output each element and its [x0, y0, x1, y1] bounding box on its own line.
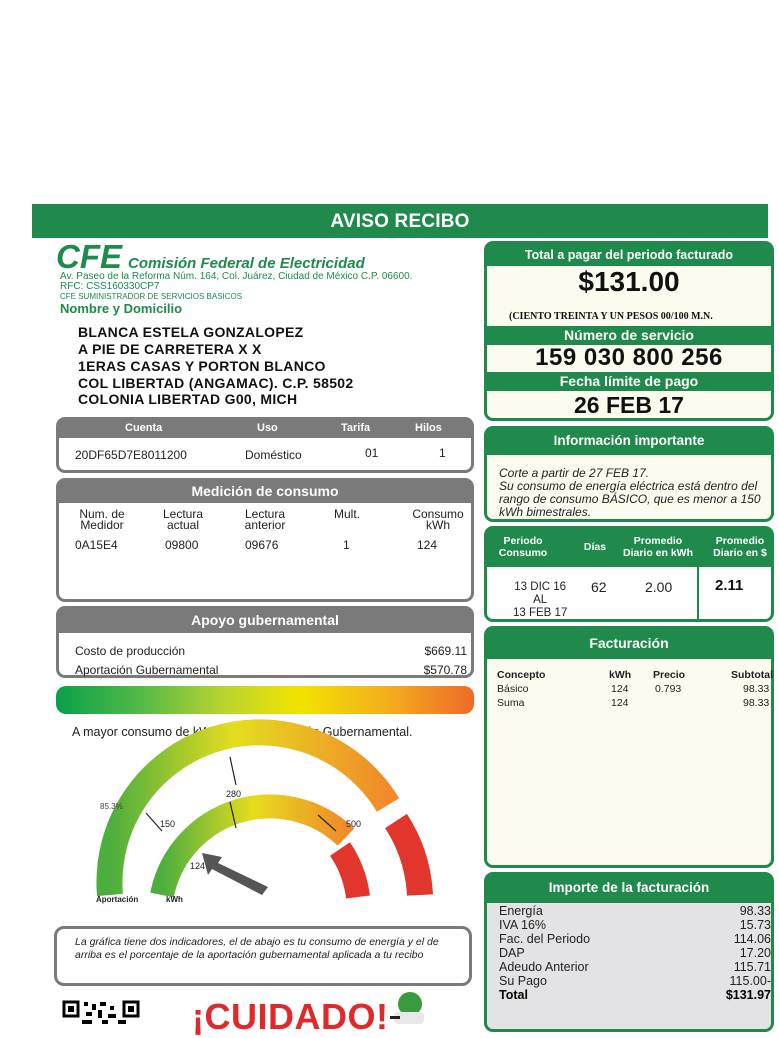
importe-row — [499, 961, 771, 974]
header-medidor: Num. de Medidor — [79, 507, 125, 532]
client-address-line: COLONIA LIBERTAD G00, MICH — [78, 391, 298, 407]
mascot-icon — [388, 990, 432, 1024]
importe-label: Su Pago — [499, 974, 547, 988]
header-dias: Días — [583, 541, 607, 553]
importe-value: 17.20 — [739, 946, 771, 960]
kwh-value-label: 124 — [190, 861, 206, 871]
total-amount: $131.00 — [578, 266, 680, 297]
importe-label: IVA 16% — [499, 918, 547, 932]
company-name: Comisión Federal de Electricidad — [128, 255, 365, 272]
qr-code-icon — [62, 1000, 142, 1024]
lectura-actual-value: 09800 — [165, 538, 199, 552]
periodo-divider — [697, 529, 699, 619]
total-header: Total a pagar del periodo facturado — [524, 248, 734, 262]
tick-label-500: 500 — [346, 819, 362, 829]
consumption-arrow — [202, 853, 268, 895]
importe-value: 115.71 — [733, 960, 771, 974]
medicion-title: Medición de consumo — [59, 481, 471, 503]
gauge-explanation: La gráfica tiene dos indicadores, el de abajo es tu consumo de energía y el de arriba es el porcentaje de la aportación gubernamental aplicada a tu recibo — [54, 926, 472, 986]
importe-value: 15.73 — [739, 918, 771, 932]
importe-value: 98.33 — [739, 904, 771, 918]
apoyo-row-costo — [75, 644, 467, 658]
periodo-panel — [484, 526, 774, 622]
periodo-header — [487, 529, 771, 567]
importe-panel — [484, 872, 774, 1032]
consumption-gauge — [90, 745, 450, 915]
cuidado-warning: ¡CUIDADO! — [192, 996, 389, 1037]
header-consumo: Consumo kWh — [412, 507, 464, 532]
aportacion-label: Aportación Gubernamental — [75, 663, 219, 677]
header-tarifa: Tarifa — [341, 422, 371, 434]
row-concepto: Suma — [497, 697, 525, 709]
label-kwh: kWh — [166, 895, 183, 904]
header-cuenta: Cuenta — [125, 422, 163, 434]
row-concepto: Básico — [497, 683, 529, 695]
facturacion-panel — [484, 626, 774, 868]
total-panel — [484, 241, 774, 421]
client-name: BLANCA ESTELA GONZALOPEZ — [78, 324, 304, 340]
section-label-nombre: Nombre y Domicilio — [60, 301, 183, 316]
outer-pct-label: 85.3% — [100, 802, 123, 811]
client-address-line: 1ERAS CASAS Y PORTON BLANCO — [78, 358, 326, 374]
costo-label: Costo de producción — [75, 644, 186, 658]
account-tarifa: 01 — [365, 446, 379, 460]
importe-header: Importe de la facturación — [487, 875, 771, 903]
account-box — [56, 417, 474, 473]
row-precio: 0.793 — [655, 683, 682, 695]
inner-red-segment — [340, 849, 358, 897]
importe-total-value: $131.97 — [725, 988, 771, 1002]
tick-label-150: 150 — [160, 819, 176, 829]
account-hilos: 1 — [439, 446, 446, 460]
cfe-logo-text: CFE — [56, 238, 122, 275]
aportacion-gradient-bar — [56, 686, 474, 714]
header-bar — [32, 204, 768, 238]
header-periodo: Periodo Consumo — [498, 535, 548, 559]
apoyo-box — [56, 606, 474, 678]
tick-line — [230, 757, 236, 785]
periodo-prom-pesos: 2.11 — [715, 577, 744, 594]
fecha-limite: 26 FEB 17 — [574, 392, 684, 418]
apoyo-row-aportacion — [75, 663, 467, 677]
company-supplier: CFE SUMINISTRADOR DE SERVICIOS BASICOS — [60, 292, 243, 301]
client-address-line: COL LIBERTAD (ANGAMAC). C.P. 58502 — [78, 375, 354, 391]
info-panel — [484, 426, 774, 522]
importe-label: DAP — [499, 946, 525, 960]
total-in-words: (CIENTO TREINTA Y UN PESOS 00/100 M.N. — [509, 311, 713, 322]
row-kwh: 124 — [611, 683, 629, 695]
importe-row — [499, 975, 771, 988]
page-title: AVISO RECIBO — [330, 211, 470, 232]
aportacion-value: $570.78 — [423, 663, 467, 677]
table-row — [497, 683, 777, 697]
costo-value: $669.11 — [424, 644, 467, 658]
company-rfc: RFC: CSS160330CP7 — [60, 281, 160, 292]
col-subtotal: Subtotal — [731, 669, 773, 681]
tick-label-280: 280 — [226, 789, 242, 799]
header-mult: Mult. — [333, 507, 360, 521]
header-prom-kwh: Promedio Diario en kWh — [622, 535, 693, 559]
header-uso: Uso — [257, 422, 278, 434]
importe-label: Adeudo Anterior — [499, 960, 589, 974]
num-servicio: 159 030 800 256 — [535, 344, 723, 371]
outer-red-segment — [396, 821, 420, 895]
importe-label: Fac. del Periodo — [499, 932, 591, 946]
header-lectura-actual: Lectura actual — [162, 507, 204, 532]
header-prom-pesos: Promedio Diario en $ — [713, 535, 767, 559]
cfe-logo — [56, 238, 126, 275]
importe-total-label: Total — [499, 988, 528, 1002]
importe-value: 114.06 — [733, 932, 771, 946]
account-header — [59, 420, 471, 438]
col-concepto: Concepto — [497, 669, 546, 681]
importe-value: 115.00- — [729, 974, 771, 988]
importe-label: Energía — [499, 904, 543, 918]
periodo-prom-kwh: 2.00 — [645, 579, 673, 595]
periodo-fechas: 13 DIC 16 AL 13 FEB 17 — [513, 581, 568, 619]
row-kwh: 124 — [611, 697, 629, 709]
importe-row — [499, 933, 771, 946]
col-kwh: kWh — [609, 669, 632, 681]
lectura-anterior-value: 09676 — [245, 538, 279, 552]
table-row — [497, 697, 777, 711]
info-header: Información importante — [487, 429, 771, 455]
facturacion-table — [497, 669, 777, 711]
periodo-dias: 62 — [591, 579, 607, 595]
account-uso: Doméstico — [245, 448, 302, 462]
fecha-limite-label: Fecha límite de pago — [487, 372, 771, 391]
medicion-box — [56, 478, 474, 602]
importe-row — [499, 947, 771, 960]
client-address-line: A PIE DE CARRETERA X X — [78, 341, 262, 357]
label-aportacion: Aportación — [96, 895, 139, 904]
importe-total-row — [499, 989, 771, 1002]
account-number: 20DF65D7E8011200 — [75, 448, 187, 462]
header-hilos: Hilos — [415, 422, 442, 434]
info-text: Corte a partir de 27 FEB 17. Su consumo de energía eléctrica está dentro del rango de consumo BÁSICO, que es menor a 150 kWh bimestrales. — [499, 466, 761, 519]
mult-value: 1 — [343, 538, 350, 552]
medidor-value: 0A15E4 — [75, 538, 118, 552]
col-precio: Precio — [653, 669, 686, 681]
row-subtotal: 98.33 — [743, 683, 770, 695]
facturacion-header: Facturación — [487, 629, 771, 659]
header-lectura-anterior: Lectura anterior — [244, 507, 286, 532]
consumo-value: 124 — [417, 538, 438, 552]
row-subtotal: 98.33 — [743, 697, 770, 709]
company-address: Av. Paseo de la Reforma Núm. 164, Col. Juárez, Ciudad de México C.P. 06600. — [60, 271, 413, 282]
importe-row — [499, 919, 771, 932]
apoyo-title: Apoyo gubernamental — [59, 609, 471, 633]
num-servicio-label: Número de servicio — [487, 326, 771, 345]
importe-row — [499, 905, 771, 918]
table-header-row — [497, 669, 777, 683]
aportacion-note: A mayor consumo de kWh menor Aportación Gubernamental. — [72, 725, 413, 739]
